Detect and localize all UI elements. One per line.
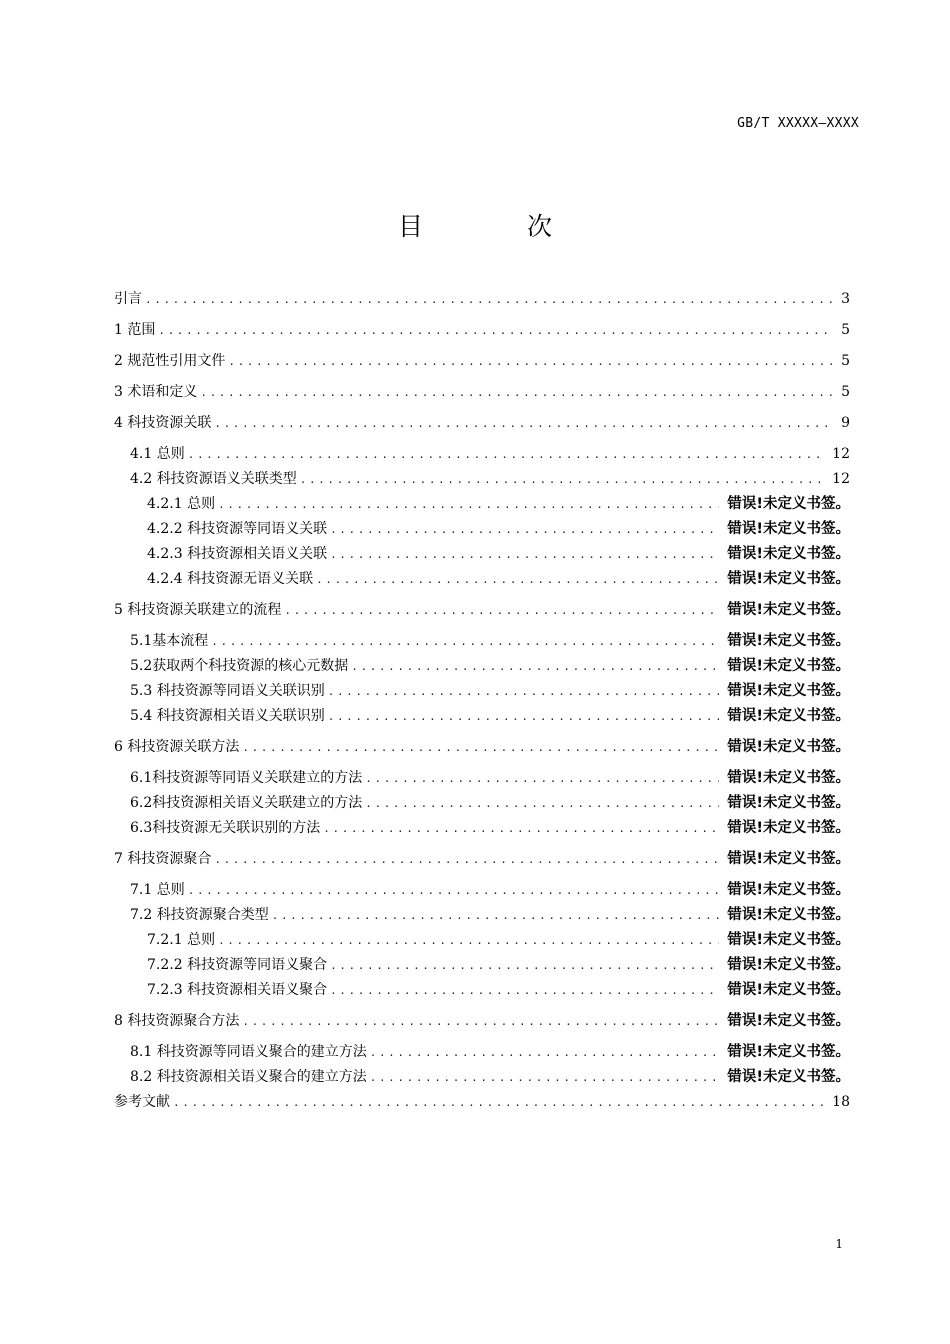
dot-leader (218, 492, 719, 517)
toc-entry[interactable] (114, 766, 850, 791)
toc-entry[interactable] (114, 318, 850, 343)
toc-entry[interactable] (114, 878, 850, 903)
toc-entry-page: 5 (841, 384, 850, 400)
toc-entry-label: 8 科技资源聚合方法 (114, 1013, 240, 1029)
toc-entry-label: 5.1基本流程 (130, 633, 209, 649)
page-number: 1 (835, 1237, 843, 1251)
toc-entry[interactable] (114, 1090, 850, 1115)
dot-leader (228, 349, 833, 374)
dot-leader (330, 517, 719, 542)
toc-entry-label: 4.2.2 科技资源等同语义关联 (147, 521, 328, 537)
dot-leader (365, 766, 719, 791)
toc-entry-page: 9 (841, 415, 850, 431)
toc-title: 目 次 (398, 212, 600, 241)
toc-entry-label: 7 科技资源聚合 (114, 851, 212, 867)
toc-entry-label: 2 规范性引用文件 (114, 353, 226, 369)
toc-entry-label: 参考文献 (114, 1094, 170, 1110)
toc-entry-page-error: 错误!未定义书签。 (727, 957, 850, 973)
dot-leader (145, 287, 833, 312)
toc-entry[interactable] (114, 654, 850, 679)
toc-entry-label: 7.2 科技资源聚合类型 (130, 907, 269, 923)
toc-entry-label: 8.2 科技资源相关语义聚合的建立方法 (130, 1069, 367, 1085)
toc-entry-page-error: 错误!未定义书签。 (727, 739, 850, 755)
toc-entry-label: 6 科技资源关联方法 (114, 739, 240, 755)
dot-leader (323, 816, 719, 841)
dot-leader (330, 978, 719, 1003)
dot-leader (173, 1090, 824, 1115)
toc-entry-page-error: 错误!未定义书签。 (727, 1044, 850, 1060)
dot-leader (365, 791, 719, 816)
dot-leader (330, 542, 719, 567)
toc-entry-label: 5.4 科技资源相关语义关联识别 (130, 708, 325, 724)
toc-entry-page-error: 错误!未定义书签。 (727, 602, 850, 618)
toc-entry-label: 3 术语和定义 (114, 384, 198, 400)
dot-leader (214, 847, 719, 872)
toc-entry[interactable] (114, 542, 850, 567)
dot-leader (214, 411, 833, 436)
toc-entry-page-error: 错误!未定义书签。 (727, 658, 850, 674)
toc-entry[interactable] (114, 735, 850, 760)
toc-entry-label: 4.2.1 总则 (147, 496, 216, 512)
toc-entry-page: 18 (832, 1094, 850, 1110)
toc-entry[interactable] (114, 903, 850, 928)
toc-entry-page-error: 错误!未定义书签。 (727, 546, 850, 562)
dot-leader (272, 903, 720, 928)
dot-leader (188, 442, 824, 467)
dot-leader (200, 380, 833, 405)
standard-code: GB/T XXXXX—XXXX (737, 116, 859, 131)
toc-entry-label: 5 科技资源关联建立的流程 (114, 602, 282, 618)
toc-entry[interactable] (114, 847, 850, 872)
toc-entry-page-error: 错误!未定义书签。 (727, 851, 850, 867)
dot-leader (370, 1065, 720, 1090)
toc-entry[interactable] (114, 380, 850, 405)
toc-entry[interactable] (114, 816, 850, 841)
toc-entry[interactable] (114, 704, 850, 729)
toc-entry-label: 4.2 科技资源语义关联类型 (130, 471, 297, 487)
dot-leader (188, 878, 720, 903)
dot-leader (300, 467, 824, 492)
toc-entry[interactable] (114, 598, 850, 623)
toc-entry-label: 8.1 科技资源等同语义聚合的建立方法 (130, 1044, 367, 1060)
toc-entry-label: 4.2.4 科技资源无语义关联 (147, 571, 314, 587)
dot-leader (328, 704, 720, 729)
toc-entry-page-error: 错误!未定义书签。 (727, 795, 850, 811)
toc-entry-label: 6.1科技资源等同语义关联建立的方法 (130, 770, 363, 786)
toc-entry-page: 5 (841, 353, 850, 369)
toc-entry-page-error: 错误!未定义书签。 (727, 708, 850, 724)
toc-entry-label: 7.2.1 总则 (147, 932, 216, 948)
dot-leader (284, 598, 719, 623)
toc-entry-label: 7.2.3 科技资源相关语义聚合 (147, 982, 328, 998)
toc-entry-label: 6.2科技资源相关语义关联建立的方法 (130, 795, 363, 811)
toc-entry[interactable] (114, 287, 850, 312)
toc-entry-page-error: 错误!未定义书签。 (727, 521, 850, 537)
toc-entry-page-error: 错误!未定义书签。 (727, 1013, 850, 1029)
dot-leader (330, 953, 719, 978)
dot-leader (218, 928, 719, 953)
table-of-contents (114, 287, 850, 1115)
toc-entry-page: 3 (841, 291, 850, 307)
toc-entry[interactable] (114, 928, 850, 953)
toc-entry-page-error: 错误!未定义书签。 (727, 633, 850, 649)
toc-entry[interactable] (114, 629, 850, 654)
toc-entry-page-error: 错误!未定义书签。 (727, 571, 850, 587)
dot-leader (370, 1040, 720, 1065)
toc-entry-page-error: 错误!未定义书签。 (727, 820, 850, 836)
toc-entry-page-error: 错误!未定义书签。 (727, 907, 850, 923)
toc-entry[interactable] (114, 978, 850, 1003)
toc-entry-page-error: 错误!未定义书签。 (727, 982, 850, 998)
toc-entry-label: 4.2.3 科技资源相关语义关联 (147, 546, 328, 562)
toc-entry-label: 5.3 科技资源等同语义关联识别 (130, 683, 325, 699)
toc-entry-label: 7.2.2 科技资源等同语义聚合 (147, 957, 328, 973)
toc-entry-page: 12 (832, 446, 850, 462)
dot-leader (328, 679, 720, 704)
toc-entry[interactable] (114, 492, 850, 517)
dot-leader (158, 318, 833, 343)
dot-leader (351, 654, 719, 679)
toc-entry-label: 1 范围 (114, 322, 156, 338)
dot-leader (316, 567, 719, 592)
toc-entry-page-error: 错误!未定义书签。 (727, 932, 850, 948)
toc-entry-label: 7.1 总则 (130, 882, 185, 898)
toc-entry-label: 5.2获取两个科技资源的核心元数据 (130, 658, 349, 674)
toc-entry-page: 5 (841, 322, 850, 338)
toc-entry[interactable] (114, 567, 850, 592)
toc-entry[interactable] (114, 467, 850, 492)
dot-leader (242, 735, 719, 760)
toc-entry-page-error: 错误!未定义书签。 (727, 496, 850, 512)
toc-entry[interactable] (114, 679, 850, 704)
toc-entry[interactable] (114, 1009, 850, 1034)
toc-entry-label: 4 科技资源关联 (114, 415, 212, 431)
toc-entry-page: 12 (832, 471, 850, 487)
dot-leader (242, 1009, 719, 1034)
toc-entry-page-error: 错误!未定义书签。 (727, 770, 850, 786)
toc-entry-page-error: 错误!未定义书签。 (727, 683, 850, 699)
toc-entry-label: 引言 (114, 291, 142, 307)
toc-entry-page-error: 错误!未定义书签。 (727, 882, 850, 898)
toc-entry[interactable] (114, 349, 850, 374)
toc-entry-label: 4.1 总则 (130, 446, 185, 462)
toc-entry[interactable] (114, 442, 850, 467)
toc-entry-page-error: 错误!未定义书签。 (727, 1069, 850, 1085)
toc-entry[interactable] (114, 1040, 850, 1065)
toc-entry-label: 6.3科技资源无关联识别的方法 (130, 820, 321, 836)
dot-leader (211, 629, 719, 654)
toc-entry[interactable] (114, 517, 850, 542)
toc-entry[interactable] (114, 791, 850, 816)
toc-entry[interactable] (114, 953, 850, 978)
toc-entry[interactable] (114, 411, 850, 436)
toc-entry[interactable] (114, 1065, 850, 1090)
